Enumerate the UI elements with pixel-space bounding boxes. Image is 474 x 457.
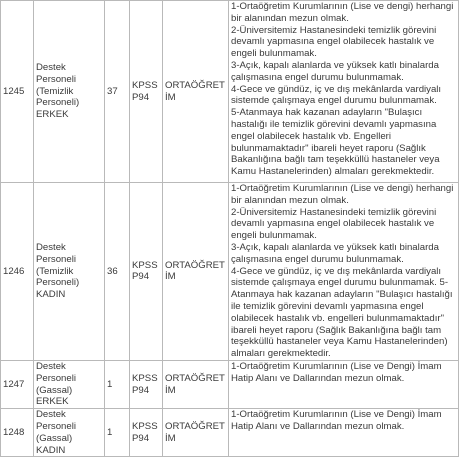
requirements-cell xyxy=(229,409,459,457)
requirement-item: 1-Ortaöğretim Kurumlarının (Lise ve Dengi) İmam Hatip Alanı ve Dallarından mezun olmak. xyxy=(231,409,442,432)
requirement-item: 3-Açık, kapalı alanlarda ve yüksek katlı binalarda çalışmasına engel durumu bulunmamak. xyxy=(231,59,439,83)
position-title: Destek Personeli (Gassal) KADIN xyxy=(34,409,105,457)
row-number: 1248 xyxy=(1,409,34,457)
table-row xyxy=(1,1,459,183)
table-row xyxy=(1,409,459,457)
requirement-item: 2-Üniversitemiz Hastanesindeki temizlik görevini devamlı yapmasına engel olabilecek hastalık ve engeli bulunmamak. xyxy=(231,24,437,60)
position-title: Destek Personeli (Temizlik Personeli) ERKEK xyxy=(34,1,105,183)
requirement-item: 1-Ortaöğretim Kurumlarının (Lise ve dengi) herhangi bir alanından mezun olmak. xyxy=(231,183,454,206)
requirements-cell xyxy=(229,360,459,408)
education-level: ORTAÖĞRETİM xyxy=(163,409,229,457)
requirement-item: 1-Ortaöğretim Kurumlarının (Lise ve dengi) herhangi bir alanından mezun olmak. xyxy=(231,1,454,24)
education-level: ORTAÖĞRETİM xyxy=(163,1,229,183)
requirements-cell xyxy=(229,1,459,183)
position-title: Destek Personeli (Gassal) ERKEK xyxy=(34,360,105,408)
requirement-item: 3-Açık, kapalı alanlarda ve yüksek katlı binalarda çalışmasına engel durumu bulunmamak. xyxy=(231,241,439,265)
requirement-item: 2-Üniversitemiz Hastanesindeki temizlik görevini devamlı yapmasına engel olabilecek hastalık ve engeli bulunmamak. xyxy=(231,206,437,242)
requirements-cell xyxy=(229,183,459,361)
education-level: ORTAÖĞRETİM xyxy=(163,183,229,361)
exam-type: KPSS P94 xyxy=(130,1,163,183)
position-count: 37 xyxy=(105,1,130,183)
page-margin xyxy=(463,0,474,400)
requirement-item: 1-Ortaöğretim Kurumlarının (Lise ve Dengi) İmam Hatip Alanı ve Dallarından mezun olmak. xyxy=(231,360,442,384)
requirement-item: 4-Gece ve gündüz, iç ve dış mekânlarda vardiyalı sistemde çalışmaya engel durumu bulunmamak. 5-Atanmaya hak kazanan adayların "Bulaşıcı hastalığı ile temizlik görevini devamlı yapmasına engel olabilecek hastalık vb. engelleri bulunmamaktadır" ibareli heyet raporu (Sağlık Bakanlığına bağlı tam teşekküllü hastaneler veya Kamu Hastanelerinden) almaları gerekmektedir. xyxy=(231,265,453,360)
row-number: 1245 xyxy=(1,1,34,183)
education-level: ORTAÖĞRETİM xyxy=(163,360,229,408)
exam-type: KPSS P94 xyxy=(130,360,163,408)
row-number: 1247 xyxy=(1,360,34,408)
requirement-item: 4-Gece ve gündüz, iç ve dış mekânlarda vardiyalı sistemde çalışmaya engel durumu bulunmamak. xyxy=(231,83,442,107)
exam-type: KPSS P94 xyxy=(130,409,163,457)
table-row xyxy=(1,360,459,408)
position-count: 1 xyxy=(105,409,130,457)
position-title: Destek Personeli (Temizlik Personeli) KADIN xyxy=(34,183,105,361)
position-count: 1 xyxy=(105,360,130,408)
position-count: 36 xyxy=(105,183,130,361)
exam-type: KPSS P94 xyxy=(130,183,163,361)
requirement-item: 5-Atanmaya hak kazanan adayların "Bulaşıcı hastalığı ile temizlik görevini devamlı yapmasına engel olabilecek hastalık vb. Engelleri bulunmamaktadır" ibareli heyet raporu (Sağlık Bakanlığına bağlı tam teşekküllü hastaneler veya Kamu Hastanelerinden) almaları gerekmektedir. xyxy=(231,107,440,178)
table-row xyxy=(1,183,459,361)
row-number: 1246 xyxy=(1,183,34,361)
